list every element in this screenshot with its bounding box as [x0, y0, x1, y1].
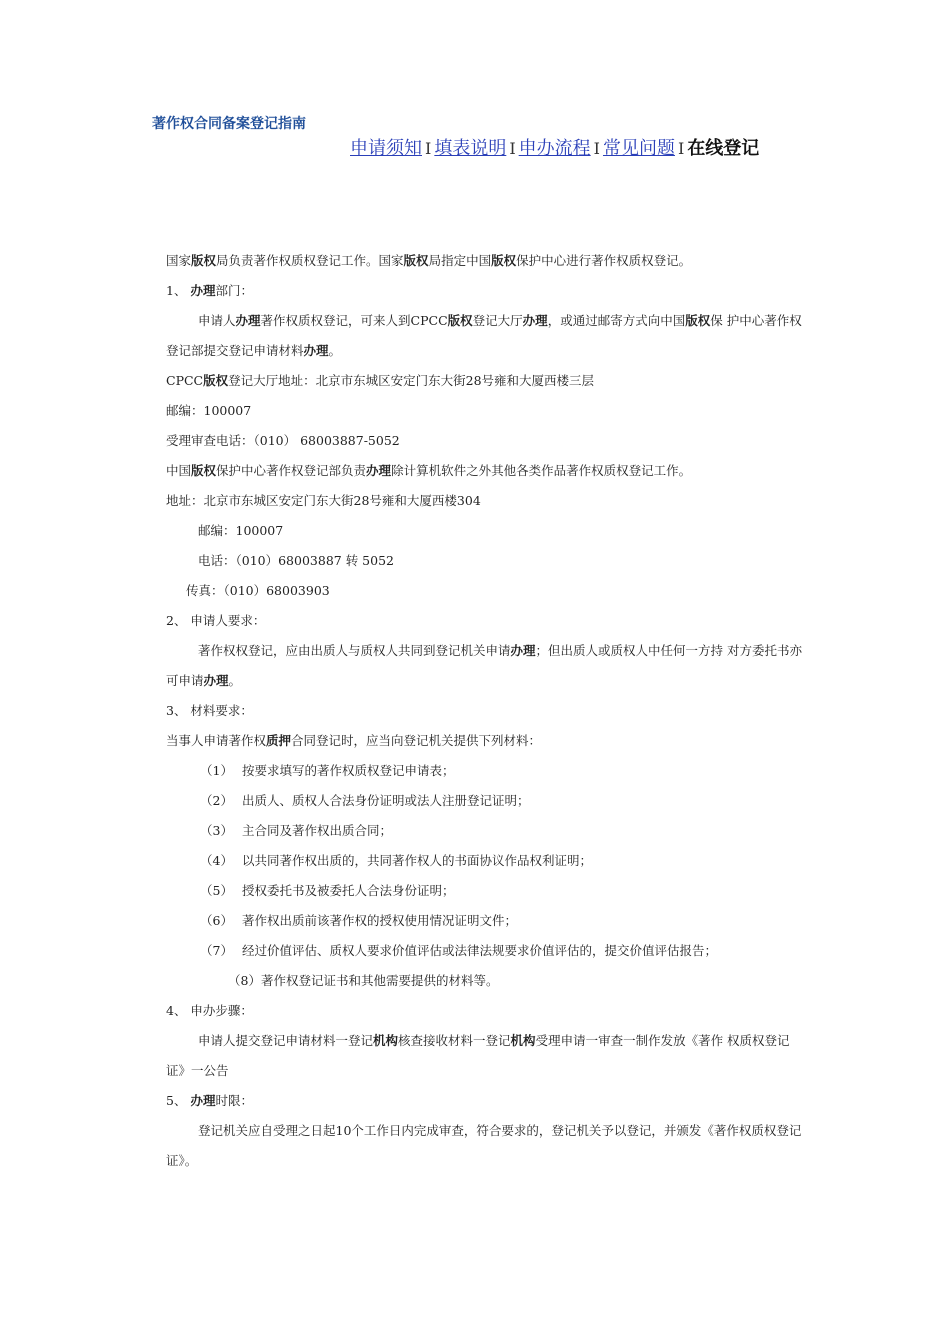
- text-run: 国家: [166, 253, 192, 268]
- nav-separator: I: [677, 139, 685, 158]
- section-2-heading: 2、 申请人要求：: [166, 613, 266, 628]
- nav-link-application-notice[interactable]: 申请须知: [350, 138, 422, 159]
- text-run: CPCC: [166, 373, 204, 388]
- material-item: [166, 936, 806, 966]
- material-item-text: 出质人、质权人合法身份证明或法人注册登记证明；: [242, 793, 530, 808]
- section-4-heading: 4、 申办步骤：: [166, 1003, 253, 1018]
- document-body: [166, 246, 806, 1176]
- text-run: 核查接收材料一登记: [398, 1033, 511, 1048]
- bold-term: 办理: [366, 463, 392, 478]
- nav-bar: [350, 136, 810, 162]
- nav-link-process[interactable]: 申办流程: [518, 138, 591, 159]
- text-run: 受理申请一审查一制作发放《著作 权质权登记证》一公告: [166, 1033, 790, 1078]
- bold-term: 办理: [522, 313, 548, 328]
- material-item-text: 经过价值评估、质权人要求价值评估或法律法规要求价值评估的，提交价值评估报告；: [242, 943, 718, 958]
- section-3-heading: 3、 材料要求：: [166, 703, 253, 718]
- section-1-paragraph: [166, 306, 806, 366]
- material-item-text: 按要求填写的著作权质权登记申请表；: [242, 763, 455, 778]
- postcode-1: 邮编：100007: [166, 403, 252, 418]
- bold-term: 机构: [373, 1033, 399, 1048]
- material-item-text: 主合同及著作权出质合同；: [242, 823, 393, 838]
- nav-separator: I: [425, 139, 432, 158]
- text-run: 登记大厅地址：北京市东城区安定门东大街28号雍和大厦西楼三层: [228, 373, 595, 388]
- material-item: [166, 786, 806, 816]
- review-phone: 受理审查电话：（010） 68003887-5052: [166, 433, 400, 448]
- department-description: [166, 456, 806, 486]
- text-run: 保 护中心著作权登记部提交登记申请材料: [166, 313, 802, 358]
- bold-term: 版权: [685, 313, 711, 328]
- hall-address: [166, 366, 806, 396]
- material-item: [166, 756, 806, 786]
- text-run: 局负责著作权质权登记工作。国家: [216, 253, 404, 268]
- text-run: 时限：: [215, 1093, 253, 1108]
- material-item-number: （1）: [200, 763, 233, 778]
- text-run: 合同登记时，应当向登记机关提供下列材料：: [291, 733, 542, 748]
- text-run: 申请人: [198, 313, 236, 328]
- text-run: 局指定中国: [428, 253, 492, 268]
- materials-list: [166, 756, 806, 966]
- material-item: [166, 906, 806, 936]
- bold-term: 办理: [303, 343, 329, 358]
- material-item: [166, 876, 806, 906]
- bold-term: 办理: [190, 1093, 216, 1108]
- material-item-number: （2）: [200, 793, 233, 808]
- bold-term: 质押: [266, 733, 292, 748]
- material-item-text: 著作权出质前该著作权的授权使用情况证明文件；: [242, 913, 518, 928]
- text-run: 中国: [166, 463, 192, 478]
- text-run: 著作权权登记，应由出质人与质权人共同到登记机关申请: [198, 643, 511, 658]
- text-run: 。: [228, 673, 242, 688]
- bold-term: 版权: [491, 253, 517, 268]
- material-item: [166, 816, 806, 846]
- text-run: 申请人提交登记申请材料一登记: [198, 1033, 374, 1048]
- section-1-heading: [166, 276, 806, 306]
- material-item-number: （3）: [200, 823, 233, 838]
- section-3-intro: [166, 726, 806, 756]
- postcode-2: 邮编：100007: [198, 523, 284, 538]
- text-run: 部门：: [215, 283, 253, 298]
- material-item-8: （8）著作权登记证书和其他需要提供的材料等。: [228, 973, 499, 988]
- fax: 传真：（010）68003903: [186, 583, 330, 598]
- text-run: 登记大厅: [472, 313, 523, 328]
- text-run: 著作权质权登记，可来人到CPCC: [260, 313, 448, 328]
- material-item-number: （7）: [200, 943, 233, 958]
- text-run: 保护中心著作权登记部负责: [216, 463, 367, 478]
- bold-term: 版权: [191, 253, 217, 268]
- nav-link-faq[interactable]: 常见问题: [602, 138, 675, 159]
- bold-term: 办理: [510, 643, 536, 658]
- section-2-paragraph: [166, 636, 806, 696]
- text-run: ，或通过邮寄方式向中国: [547, 313, 686, 328]
- material-item: [166, 846, 806, 876]
- nav-link-form-instructions[interactable]: 填表说明: [434, 138, 507, 159]
- text-run: 当事人申请著作权: [166, 733, 267, 748]
- bold-term: 机构: [510, 1033, 536, 1048]
- material-item-number: （5）: [200, 883, 233, 898]
- phone: 电话：（010）68003887 转 5052: [198, 553, 394, 568]
- section-4-paragraph: [166, 1026, 806, 1086]
- material-item-text: 以共同著作权出质的，共同著作权人的书面协议作品权利证明；: [242, 853, 593, 868]
- text-run: 1、: [166, 283, 191, 298]
- section-5-heading: [166, 1086, 806, 1116]
- bold-term: 办理: [203, 673, 229, 688]
- bold-term: 办理: [190, 283, 216, 298]
- bold-term: 版权: [403, 253, 429, 268]
- bold-term: 版权: [191, 463, 217, 478]
- text-run: 5、: [166, 1093, 191, 1108]
- material-item-number: （6）: [200, 913, 233, 928]
- text-run: ；但出质人或质权人中任何一方持 对方委托书亦可申请: [166, 643, 803, 688]
- intro-paragraph: [166, 246, 806, 276]
- bold-term: 办理: [235, 313, 261, 328]
- nav-separator: I: [593, 139, 600, 158]
- bold-term: 版权: [447, 313, 473, 328]
- material-item-number: （4）: [200, 853, 233, 868]
- text-run: 保护中心进行著作权质权登记。: [516, 253, 692, 268]
- nav-item-online-registration[interactable]: 在线登记: [687, 138, 760, 159]
- bold-term: 版权: [203, 373, 229, 388]
- material-item-text: 授权委托书及被委托人合法身份证明；: [242, 883, 455, 898]
- section-5-paragraph: 登记机关应自受理之日起10个工作日内完成审查，符合要求的，登记机关予以登记，并颁发《著作权质权登记证》。: [166, 1123, 802, 1168]
- text-run: 除计算机软件之外其他各类作品著作权质权登记工作。: [391, 463, 692, 478]
- text-run: 。: [328, 343, 342, 358]
- nav-separator: I: [509, 139, 516, 158]
- department-address: 地址：北京市东城区安定门东大街28号雍和大厦西楼304: [166, 493, 481, 508]
- page-title: 著作权合同备案登记指南: [152, 116, 306, 132]
